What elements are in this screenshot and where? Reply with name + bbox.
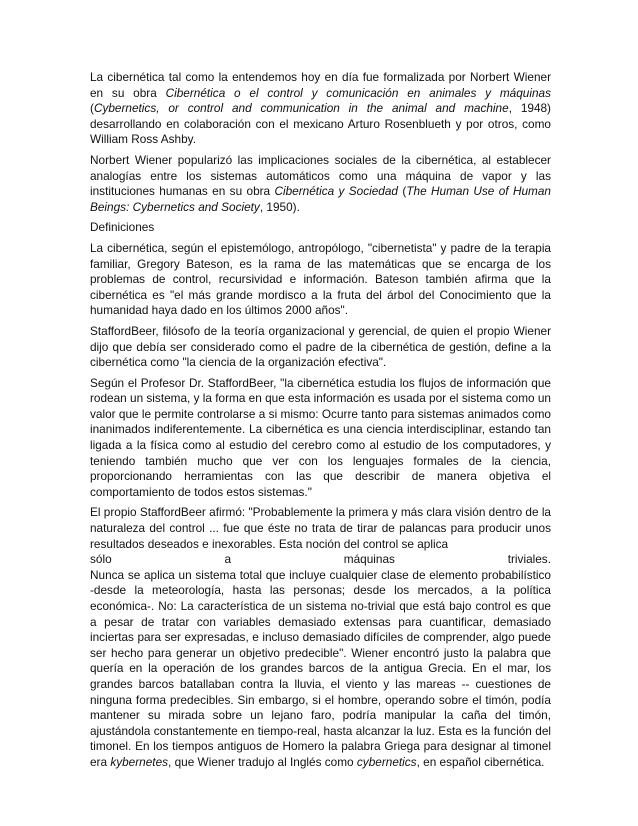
- italic-title-text: Cybernetics, or control and communication in the animal and machine: [93, 101, 509, 116]
- paragraph-text: La cibernética tal como la entendemos hoy en día fue formalizada por Norbert Wiener en su obra: [90, 70, 551, 100]
- section-heading: [90, 220, 551, 236]
- term-kybernetes: kybernetes: [110, 754, 169, 769]
- paragraph-beer-father: [90, 324, 551, 371]
- paragraph-text: , 1948) desarrollando en colaboración con el mexicano Arturo Rosenblueth y por otros, como William Ross Ashby.: [90, 101, 551, 147]
- paragraph-text: Norbert Wiener popularizó las implicaciones sociales de la cibernética, al establecer analogías entre los sistemas automáticos como una máquina de vapor y las instituciones humanas en su obra: [90, 152, 551, 199]
- spread-word: a: [224, 552, 231, 567]
- paragraph-stafford-beer-quote: [90, 505, 551, 770]
- final-closing-text: , en español cibernética.: [416, 754, 545, 769]
- paragraph-text: Según el Profesor Dr. StaffordBeer, "la cibernética estudia los flujos de información que rodean un sistema, y la forma en que esta información es usada por el sistema como un valor que le permite controlarse a si mismo: Ocurre tanto para sistemas animados como inanimados indiferentemente. La cibernética es una ciencia interdisciplinar, estando tan ligada a la física como al estudio del cerebro como al estudio de los computadores, y teniendo también mucho que ver con los lenguajes formales de la ciencia, proporcionando herramientas con las que describir de manera objetiva el comportamiento de todos estos sistemas.": [90, 375, 551, 499]
- paragraph-wiener-social: [90, 153, 551, 215]
- paragraph-bateson: [90, 241, 551, 319]
- paragraph-list: [90, 70, 551, 500]
- paragraph-text: (: [397, 184, 407, 199]
- italic-title-text: Cibernética y Sociedad: [274, 184, 398, 199]
- paragraph-text: , 1950).: [259, 199, 300, 214]
- paragraph-text: StaffordBeer, filósofo de la teoría organizacional y gerencial, de quien el propio Wiener dijo que debía ser considerado como el padre de la cibernética de gestión, define a la cibernética como "la ciencia de la organización efectiva".: [90, 323, 551, 370]
- italic-title-text: Cibernética o el control y comunicación en animales y máquinas: [165, 85, 551, 100]
- paragraph-text: Definiciones: [90, 220, 155, 235]
- spread-word: máquinas: [343, 552, 395, 567]
- justified-last-line: [90, 552, 551, 568]
- document-page: [90, 70, 551, 776]
- final-opening-text: El propio StaffordBeer afirmó: "Probablemente la primera y más clara visión dentro de la naturaleza del control ... fue que éste no trata de tirar de palancas para producir unos resultados deseados e inexorables. Esta noción del control se aplica: [90, 505, 551, 551]
- final-body-text: Nunca se aplica un sistema total que incluye cualquier clase de elemento probabilístico -desde la meteorología, hasta las personas; desde los mercados, a la política económica-. No: La característica de un sistema no-trivial que está bajo control es que a pesar de tratar con variables demasiado extensas para cuantificar, demasiado inciertas para ser expresadas, e incluso demasiado difíciles de comprender, algo puede ser hecho para generar un objetivo predecible". Wiener encontró justo la palabra que quería en la operación de los grandes barcos de la antigua Grecia. En el mar, los grandes barcos batallaban contra la lluvia, el viento y las mareas -- cuestiones de ninguna forma predecibles. Sin embargo, si el hombre, operando sobre el timón, podía mantener su mirada sobre un lejano faro, podría manipular la caña del timón, ajustándola constantemente en tiempo-real, hasta alcanzar la luz. Esta es la función del timonel. En los tiempos antiguos de Homero la palabra Griega para designar al timonel era: [90, 567, 551, 769]
- paragraph-text: (: [90, 101, 94, 116]
- italic-title-text: The Human Use of Human Beings: Cybernetics and Society: [90, 184, 551, 214]
- paragraph-text: La cibernética, según el epistemólogo, antropólogo, "cibernetista" y padre de la terapia familiar, Gregory Bateson, es la rama de las matemáticas que se encarga de los problemas de control, recursividad e información. Bateson también afirma que la cibernética es "el más grande mordisco a la fruta del árbol del Conocimiento que la humanidad haya dado en los últimos 2000 años".: [90, 240, 551, 318]
- spread-word: triviales.: [507, 552, 551, 567]
- spread-word: sólo: [90, 552, 112, 567]
- paragraph-beer-definition: [90, 376, 551, 501]
- paragraph-intro: [90, 70, 551, 148]
- term-cybernetics: cybernetics: [356, 754, 417, 769]
- final-mid-text: , que Wiener tradujo al Inglés como: [168, 754, 357, 769]
